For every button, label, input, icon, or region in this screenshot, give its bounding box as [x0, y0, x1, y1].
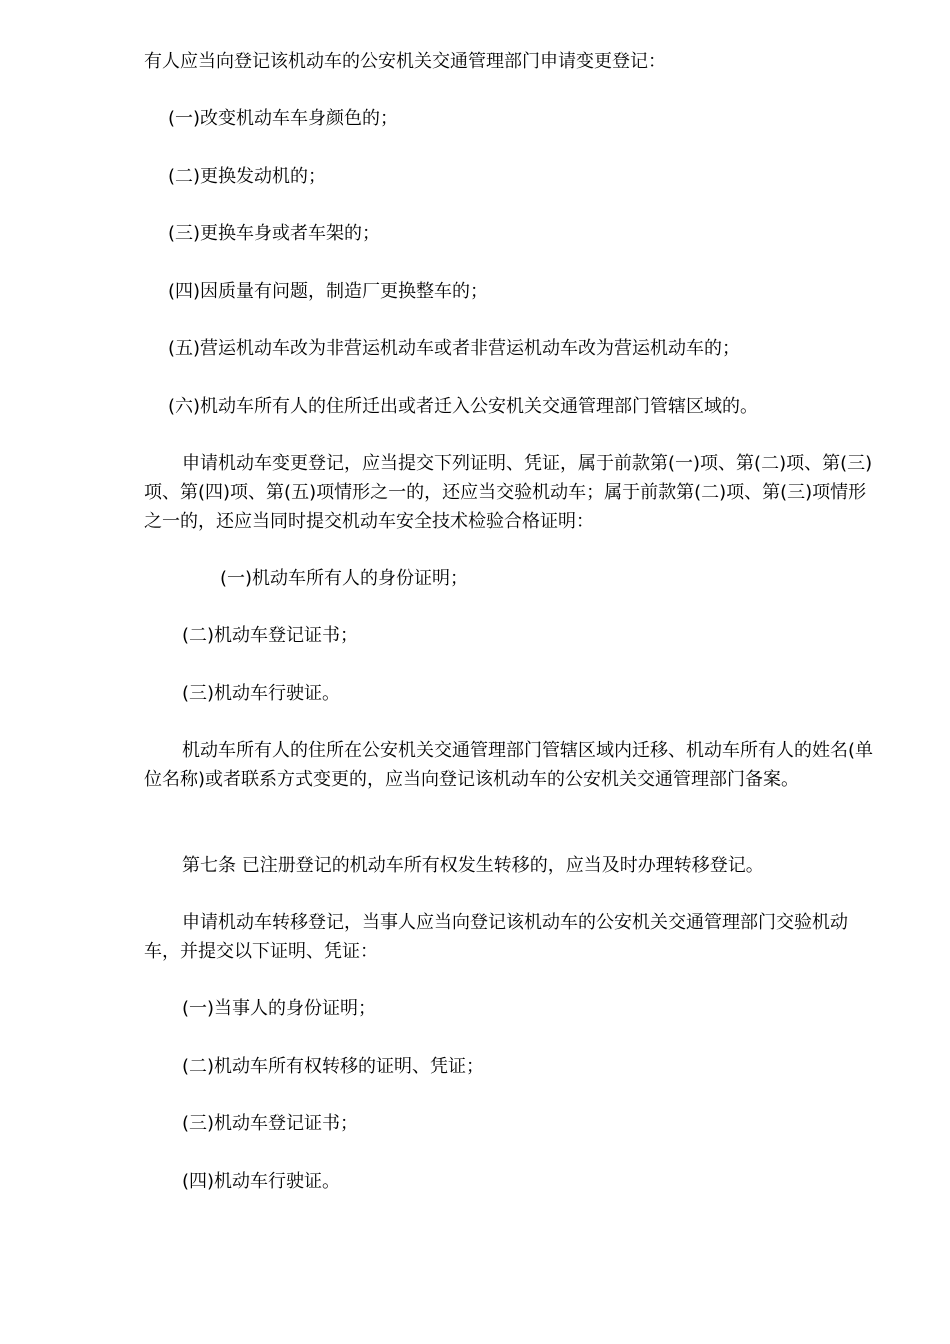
- list-item-driving-license-2: (四)机动车行驶证。: [182, 1171, 341, 1192]
- list-item-driving-license: (三)机动车行驶证。: [182, 683, 341, 704]
- list-item-registration-cert-2: (三)机动车登记证书；: [182, 1113, 359, 1134]
- article-seven: 第七条 已注册登记的机动车所有权发生转移的，应当及时办理转移登记。: [182, 855, 764, 876]
- list-item-transfer-proof: (二)机动车所有权转移的证明、凭证；: [182, 1056, 485, 1077]
- list-item-identity: (一)机动车所有人的身份证明；: [220, 568, 469, 589]
- paragraph-change-requirements: 申请机动车变更登记，应当提交下列证明、凭证，属于前款第(一)项、第(二)项、第(三)项、第(四)项、第(五)项情形之一的，还应当交验机动车；属于前款第(二)项、第(三)项情形之一的，还应当同时提交机动车安全技术检验合格证明：: [144, 453, 873, 532]
- paragraph-intro: 有人应当向登记该机动车的公安机关交通管理部门申请变更登记：: [144, 51, 666, 72]
- list-item-body: (三)更换车身或者车架的；: [168, 223, 381, 244]
- list-item-residence: (六)机动车所有人的住所迁出或者迁入公安机关交通管理部门管辖区域的。: [168, 396, 759, 417]
- paragraph-filing: 机动车所有人的住所在公安机关交通管理部门管辖区域内迁移、机动车所有人的姓名(单位名称)或者联系方式变更的，应当向登记该机动车的公安机关交通管理部门备案。: [144, 740, 874, 790]
- list-item-quality: (四)因质量有问题，制造厂更换整车的；: [168, 281, 489, 302]
- list-item-operation: (五)营运机动车改为非营运机动车或者非营运机动车改为营运机动车的；: [168, 338, 741, 359]
- list-item-color: (一)改变机动车车身颜色的；: [168, 108, 399, 129]
- list-item-registration-cert: (二)机动车登记证书；: [182, 625, 359, 646]
- list-item-party-identity: (一)当事人的身份证明；: [182, 998, 377, 1019]
- paragraph-transfer-requirements: 申请机动车转移登记，当事人应当向登记该机动车的公安机关交通管理部门交验机动车，并提交以下证明、凭证：: [144, 912, 848, 962]
- list-item-engine: (二)更换发动机的；: [168, 166, 327, 187]
